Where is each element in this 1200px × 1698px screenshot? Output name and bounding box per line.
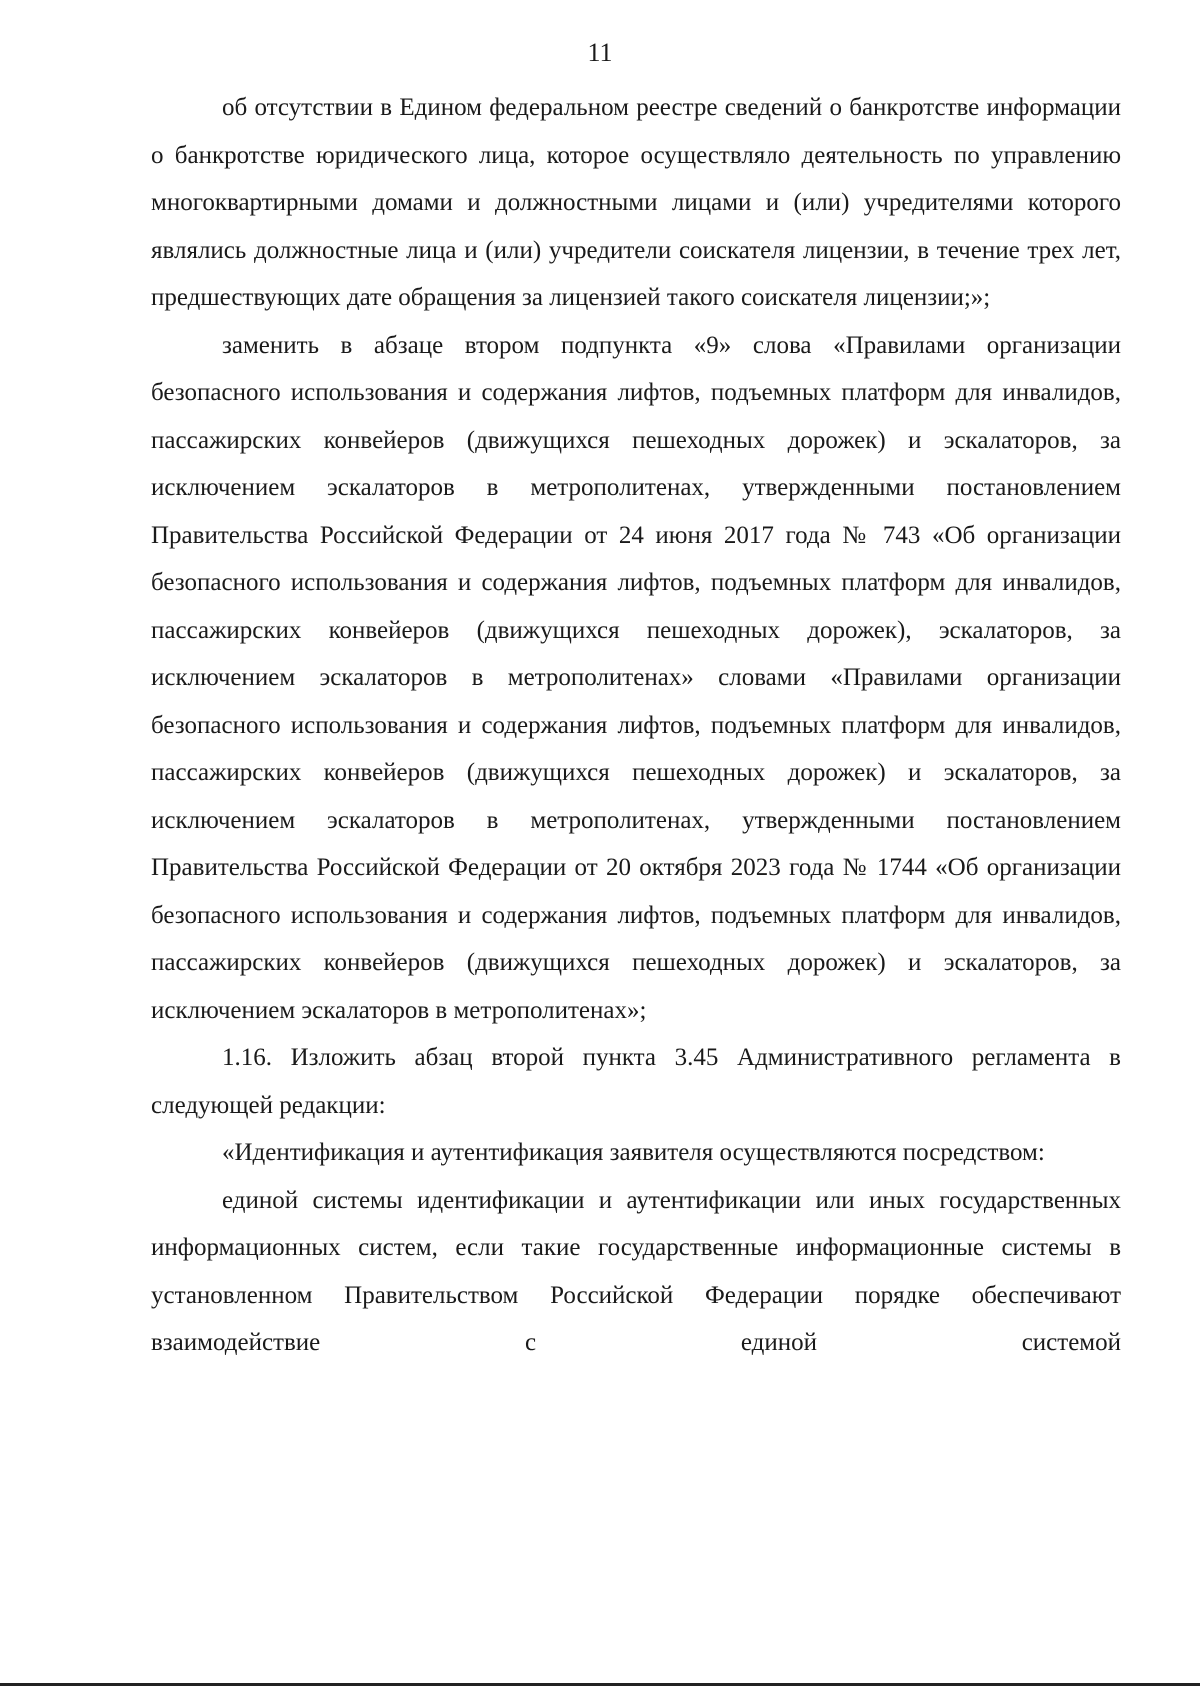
paragraph-replace-lift-rules: заменить в абзаце втором подпункта «9» слова «Правилами организации безопасного использования и содержания лифтов, подъемных платформ для инвалидов, пассажирских конвейеров (движущихся пешеходных дорожек) и эскалаторов, за исключением эскалаторов в метрополитенах, утвержденными постановлением Правительства Российской Федерации от 24 июня 2017 года № 743 «Об организации безопасного использования и содержания лифтов, подъемных платформ для инвалидов, пассажирских конвейеров (движущихся пешеходных дорожек), эскалаторов, за исключением эскалаторов в метрополитенах» словами «Правилами организации безопасного использования и содержания лифтов, подъемных платформ для инвалидов, пассажирских конвейеров (движущихся пешеходных дорожек) и эскалаторов, за исключением эскалаторов в метрополитенах, утвержденными постановлением Правительства Российской Федерации от 20 октября 2023 года № 1744 «Об организации безопасного использования и содержания лифтов, подъемных платформ для инвалидов, пассажирских конвейеров (движущихся пешеходных дорожек) и эскалаторов, за исключением эскалаторов в метрополитенах»;	[151, 331, 1121, 1024]
document-body	[151, 84, 1121, 1367]
paragraph-bankruptcy-registry: об отсутствии в Едином федеральном реестре сведений о банкротстве информации о банкротстве юридического лица, которое осуществляло деятельность по управлению многоквартирными домами и должностными лицами и (или) учредителями которого являлись должностные лица и (или) учредители соискателя лицензии, в течение трех лет, предшествующих дате обращения за лицензией такого соискателя лицензии;»;	[151, 94, 1121, 311]
paragraph-item-1-16: 1.16. Изложить абзац второй пункта 3.45 Административного регламента в следующей редакции:	[151, 1044, 1121, 1119]
page-number: 11	[587, 38, 613, 67]
paragraph-unified-system: единой системы идентификации и аутентификации или иных государственных информационных систем, если такие государственные информационные системы в установленном Правительством Российской Федерации порядке обеспечивают взаимодействие с единой системой	[151, 1186, 1121, 1356]
bottom-rule	[0, 1683, 1200, 1686]
paragraph-identification: «Идентификация и аутентификация заявителя осуществляются посредством:	[222, 1139, 1045, 1166]
